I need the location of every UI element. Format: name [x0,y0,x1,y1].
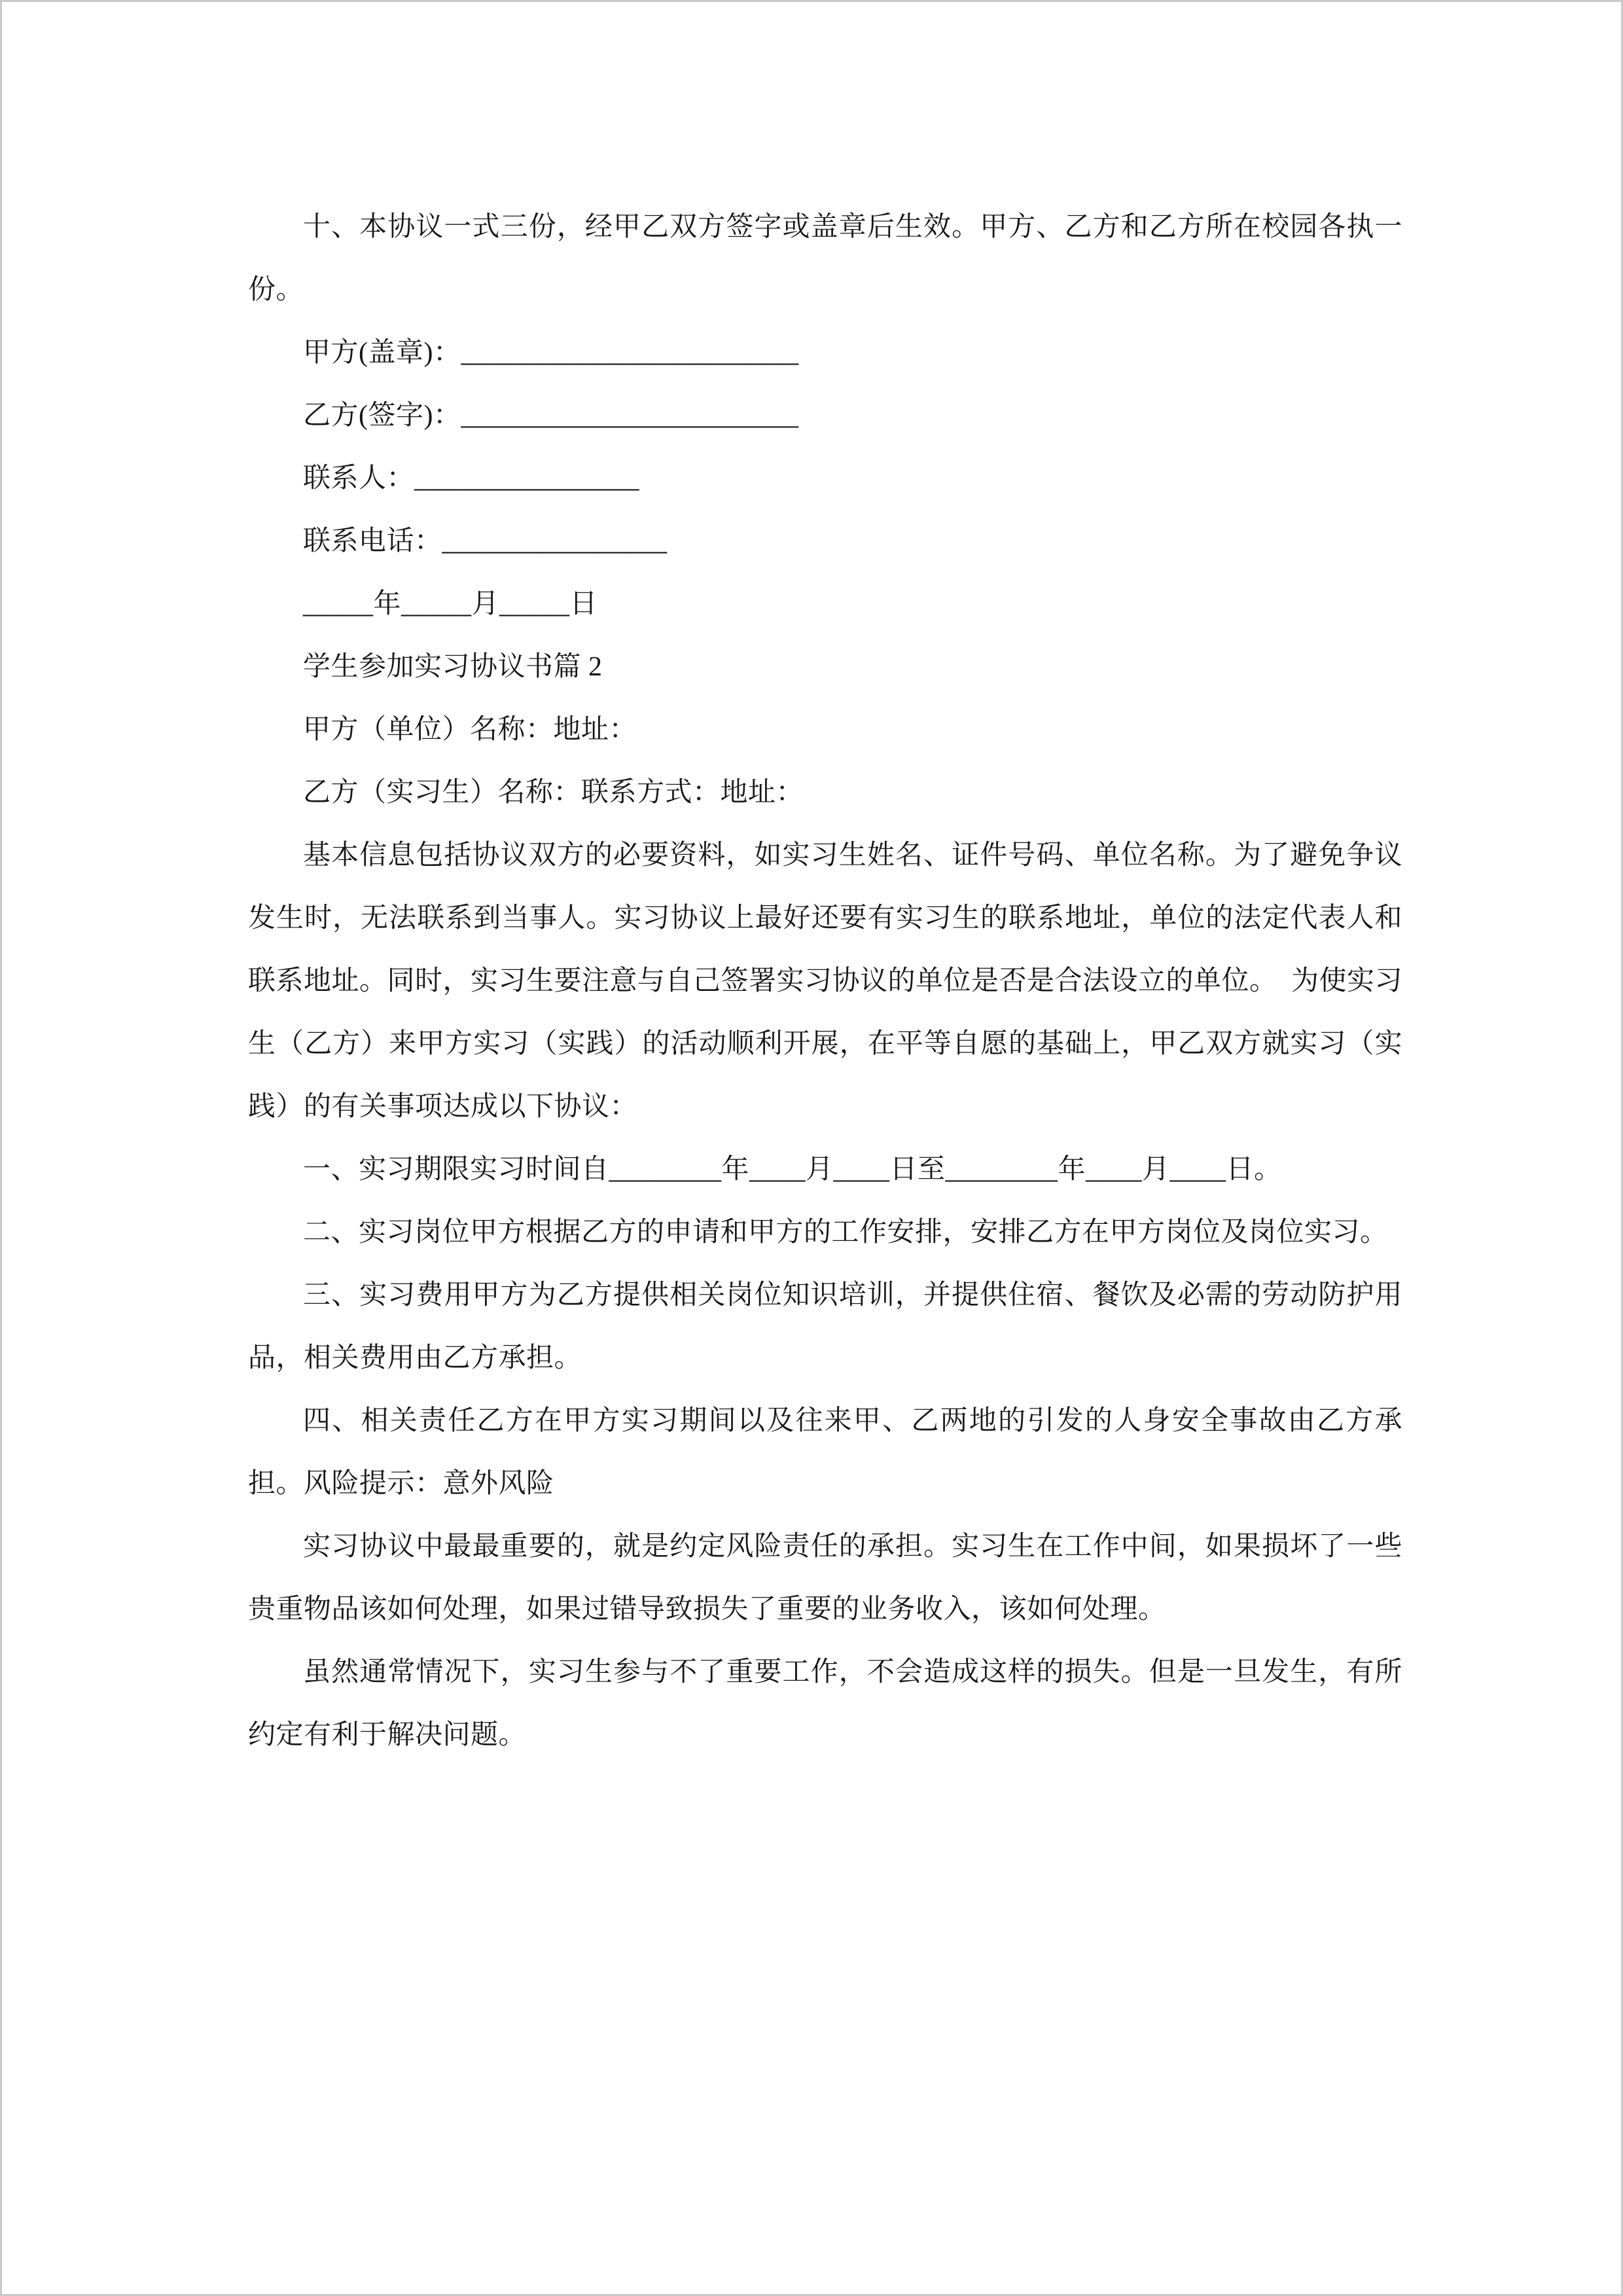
document-body [248,196,1402,1767]
party-a-seal-line: 甲方(盖章)：________________________ [303,338,799,368]
clause-2-position: 二、实习岗位甲方根据乙方的申请和甲方的工作安排，安排乙方在甲方岗位及岗位实习。 [303,1217,1388,1247]
party-b-sign-line: 乙方(签字)：________________________ [303,401,799,431]
date-line: _____年_____月_____日 [303,589,598,619]
clause-4-liability: 四、相关责任乙方在甲方实习期间以及往来甲、乙两地的引发的人身安全事故由乙方承担。风险提示：意外风险 [248,1406,1402,1499]
party-a-info-line: 甲方（单位）名称：地址： [303,715,637,745]
contact-phone-line: 联系电话：________________ [303,526,668,556]
risk-note-paragraph-1: 实习协议中最最重要的，就是约定风险责任的承担。实习生在工作中间，如果损坏了一些贵重物品该如何处理，如果过错导致损失了重要的业务收入，该如何处理。 [248,1532,1402,1624]
basic-info-paragraph: 基本信息包括协议双方的必要资料，如实习生姓名、证件号码、单位名称。为了避免争议发生时，无法联系到当事人。实习协议上最好还要有实习生的联系地址，单位的法定代表人和联系地址。同时，实习生要注意与自己签署实习协议的单位是否是合法设立的单位。 为使实习生（乙方）来甲方实习（实践）的活动顺利开展，在平等自愿的基础上，甲乙双方就实习（实践）的有关事项达成以下协议： [248,840,1403,1122]
clause-3-fees: 三、实习费用甲方为乙方提供相关岗位知识培训，并提供住宿、餐饮及必需的劳动防护用品，相关费用由乙方承担。 [248,1280,1402,1373]
clause-10-copies: 十、本协议一式三份，经甲乙双方签字或盖章后生效。甲方、乙方和乙方所在校园各执一份。 [248,212,1402,305]
section-2-title: 学生参加实习协议书篇 2 [303,652,603,682]
risk-note-paragraph-2: 虽然通常情况下，实习生参与不了重要工作，不会造成这样的损失。但是一旦发生，有所约定有利于解决问题。 [248,1657,1402,1750]
party-b-info-line: 乙方（实习生）名称：联系方式：地址： [303,778,804,808]
clause-1-term: 一、实习期限实习时间自________年____月____日至________年____月____日。 [303,1155,1282,1185]
contact-person-line: 联系人：________________ [303,463,640,493]
